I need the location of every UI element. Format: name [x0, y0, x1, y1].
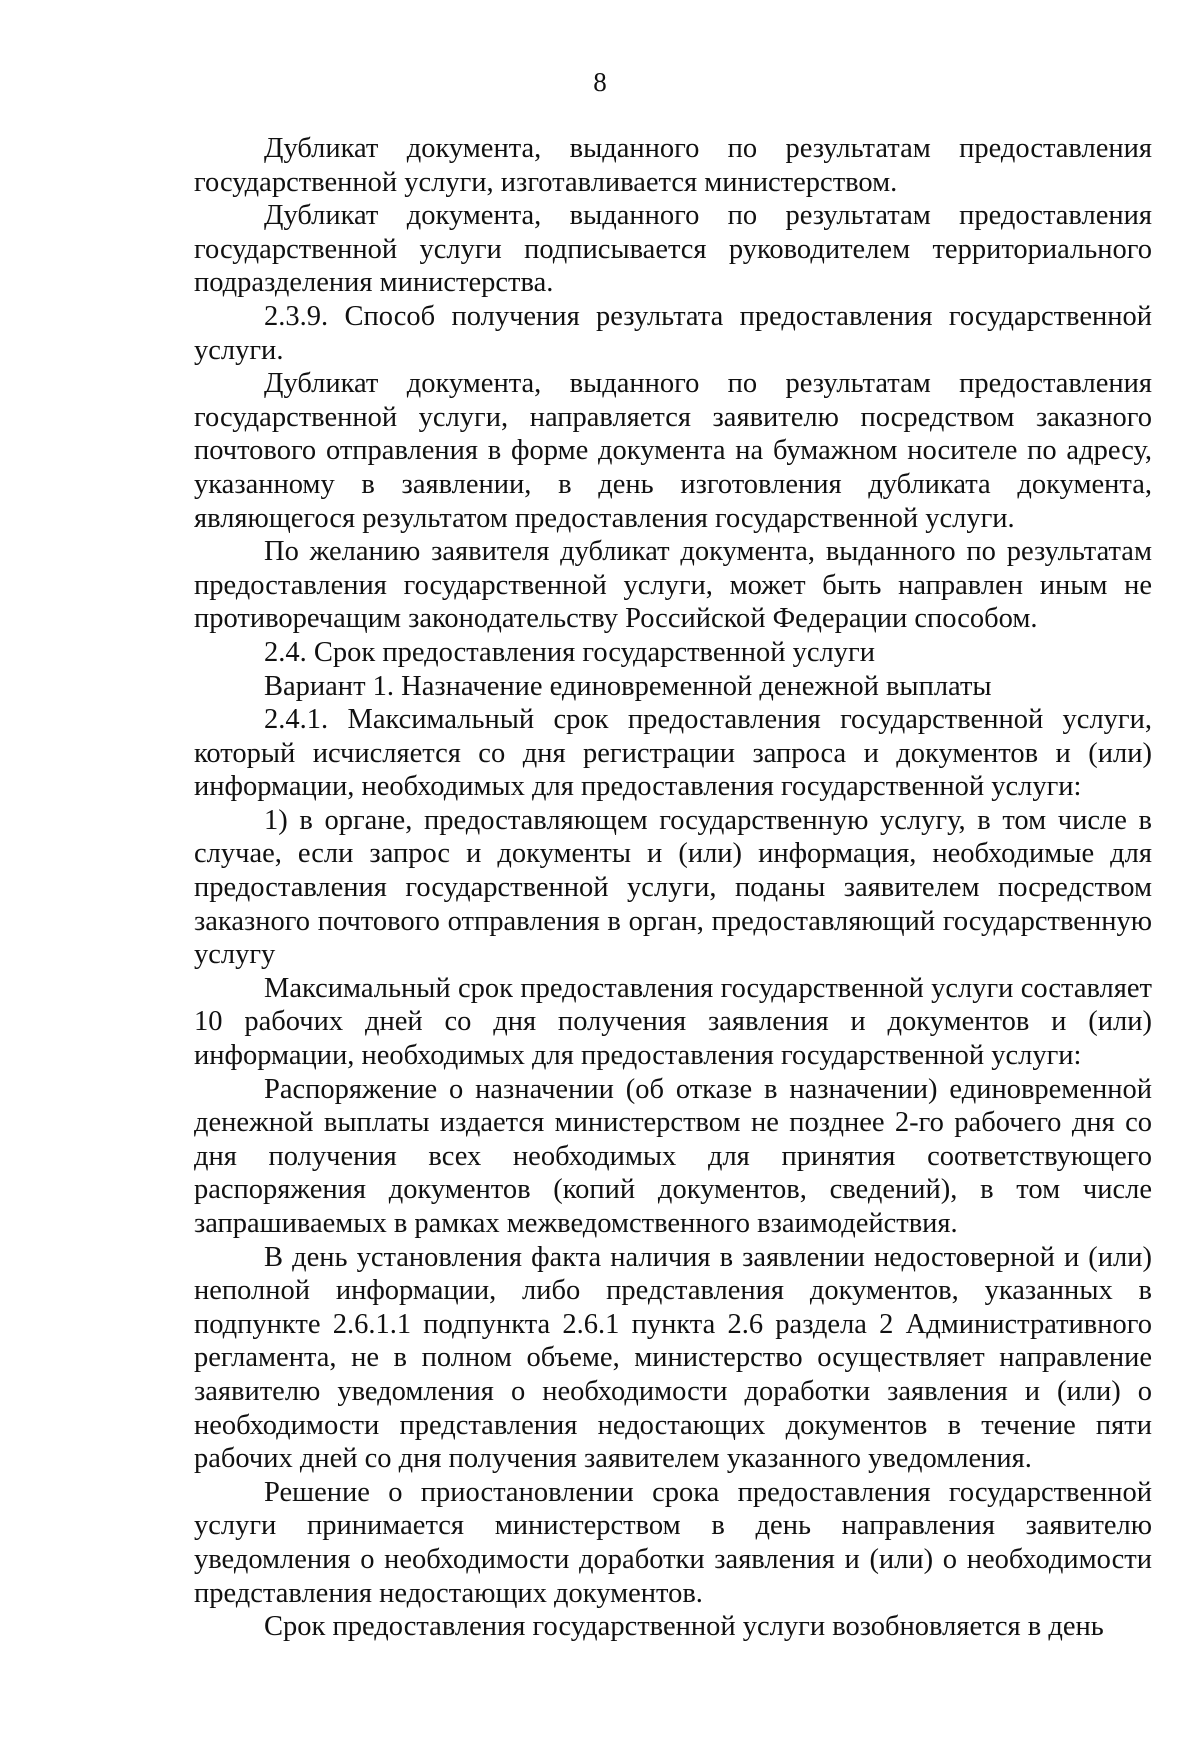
paragraph-duplicate-issued-by-ministry: Дубликат документа, выданного по результатам предоставления государственной услуги, изготавливается министерством. [194, 133, 1152, 198]
paragraph-max-term: Максимальный срок предоставления государственной услуги составляет 10 рабочих дней со дня получения заявления и документов и (или) информации, необходимых для предоставления государственной услуги: [194, 972, 1152, 1072]
paragraph-suspension-decision: Решение о приостановлении срока предоставления государственной услуги принимается министерством в день направления заявителю уведомления о необходимости доработки заявления и (или) о необходимости представления недостающих документов. [194, 1476, 1152, 1609]
section-heading-2-3-9: 2.3.9. Способ получения результата предоставления государственной услуги. [194, 300, 1152, 366]
paragraph-alternative-delivery: По желанию заявителя дубликат документа, выданного по результатам предоставления государственной услуги, может быть направлен иным не противоречащим законодательству Российской Федерации способом. [194, 536, 1152, 635]
paragraph-duplicate-sent-by-mail: Дубликат документа, выданного по результатам предоставления государственной услуги, направляется заявителю посредством заказного почтового отправления в форме документа на бумажном носителе по адресу, указанному в заявлении, в день изготовления дубликата документа, являющегося результатом предоставления государственной услуги. [194, 368, 1152, 534]
section-heading-2-4-1: 2.4.1. Максимальный срок предоставления государственной услуги, который исчисляется со дня регистрации запроса и документов и (или) информации, необходимых для предоставления государственной услуги: [194, 704, 1152, 803]
paragraph-incomplete-information: В день установления факта наличия в заявлении недостоверной и (или) неполной информации, либо представления документов, указанных в подпункте 2.6.1.1 подпункта 2.6.1 пункта 2.6 раздела 2 Административного регламента, не в полном объеме, министерство осуществляет направление заявителю уведомления о необходимости доработки заявления и (или) о необходимости представления недостающих документов в течение пяти рабочих дней со дня получения заявителем указанного уведомления. [194, 1241, 1152, 1475]
paragraph-duplicate-signed-by-head: Дубликат документа, выданного по результатам предоставления государственной услуги подписывается руководителем территориального подразделения министерства. [194, 200, 1152, 299]
section-heading-2-4: 2.4. Срок предоставления государственной услуги [264, 636, 875, 668]
paragraph-term-resumption: Срок предоставления государственной услуги возобновляется в день [264, 1611, 1104, 1643]
list-item-1: 1) в органе, предоставляющем государственную услугу, в том числе в случае, если запрос и документы и (или) информация, необходимые для предоставления государственной услуги, поданы заявителем посредством заказного почтового отправления в орган, предоставляющий государственную услугу [194, 804, 1152, 971]
page-number: 8 [593, 67, 607, 97]
variant-heading: Вариант 1. Назначение единовременной денежной выплаты [264, 670, 992, 702]
document-body [194, 132, 1152, 1644]
paragraph-order-issuance: Распоряжение о назначении (об отказе в назначении) единовременной денежной выплаты издается министерством не позднее 2-го рабочего дня со дня получения всех необходимых для принятия соответствующего распоряжения документов (копий документов, сведений), в том числе запрашиваемых в рамках межведомственного взаимодействия. [194, 1073, 1152, 1239]
